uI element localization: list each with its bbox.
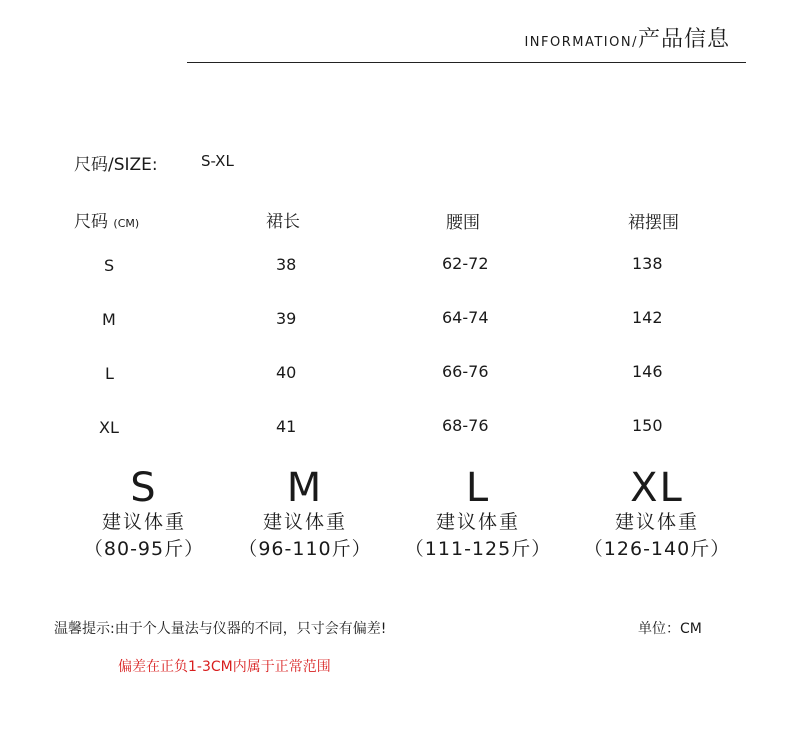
recommend-range: （96-110斤） — [238, 538, 372, 560]
recommend-block-l — [405, 467, 551, 563]
row-size: XL — [99, 418, 119, 437]
row-length: 39 — [276, 309, 297, 328]
header-title-en: INFORMATION/ — [524, 35, 638, 50]
row-hem: 138 — [632, 254, 663, 273]
recommend-range: （111-125斤） — [404, 538, 552, 560]
row-length: 40 — [276, 363, 297, 382]
recommend-size: S — [130, 465, 158, 511]
size-range-line — [74, 150, 234, 175]
unit-label: 单位：CM — [638, 621, 702, 637]
row-size: S — [104, 256, 115, 275]
row-waist: 62-72 — [442, 254, 489, 273]
row-hem: 146 — [632, 362, 663, 381]
recommend-range: （80-95斤） — [83, 538, 205, 560]
recommend-size: XL — [630, 465, 684, 511]
header-title-cn: 产品信息 — [637, 27, 730, 52]
row-length: 38 — [276, 255, 297, 274]
row-waist: 68-76 — [442, 416, 489, 435]
recommend-size: M — [286, 465, 324, 511]
recommend-label: 建议体重 — [101, 511, 186, 533]
header-size — [74, 207, 139, 232]
recommend-block-m — [238, 467, 371, 563]
row-waist: 64-74 — [442, 308, 489, 327]
header-waist: 腰围 — [446, 213, 480, 233]
recommend-block-xl — [584, 467, 730, 563]
header-size-label: 尺码 — [74, 212, 108, 232]
recommend-label: 建议体重 — [614, 511, 700, 533]
row-size: L — [105, 364, 114, 383]
row-length: 41 — [276, 417, 297, 436]
size-range-label: 尺码/SIZE: — [74, 155, 158, 175]
row-hem: 150 — [632, 416, 663, 435]
measurement-note: 温馨提示:由于个人量法与仪器的不同，只寸会有偏差! — [54, 621, 387, 637]
recommend-size: L — [465, 465, 491, 511]
recommend-label: 建议体重 — [262, 511, 347, 533]
recommend-label: 建议体重 — [435, 511, 521, 533]
tolerance-note: 偏差在正负1-3CM内属于正常范围 — [118, 659, 331, 675]
header-divider — [187, 62, 746, 63]
header-hem: 裙摆围 — [628, 213, 679, 233]
recommend-block-s — [84, 467, 204, 563]
row-hem: 142 — [632, 308, 663, 327]
size-range-value: S-XL — [201, 152, 234, 170]
row-size: M — [102, 310, 116, 329]
row-waist: 66-76 — [442, 362, 489, 381]
recommend-range: （126-140斤） — [583, 538, 731, 560]
section-header — [524, 22, 730, 53]
header-length: 裙长 — [266, 212, 300, 232]
header-size-unit: (CM) — [113, 217, 140, 230]
